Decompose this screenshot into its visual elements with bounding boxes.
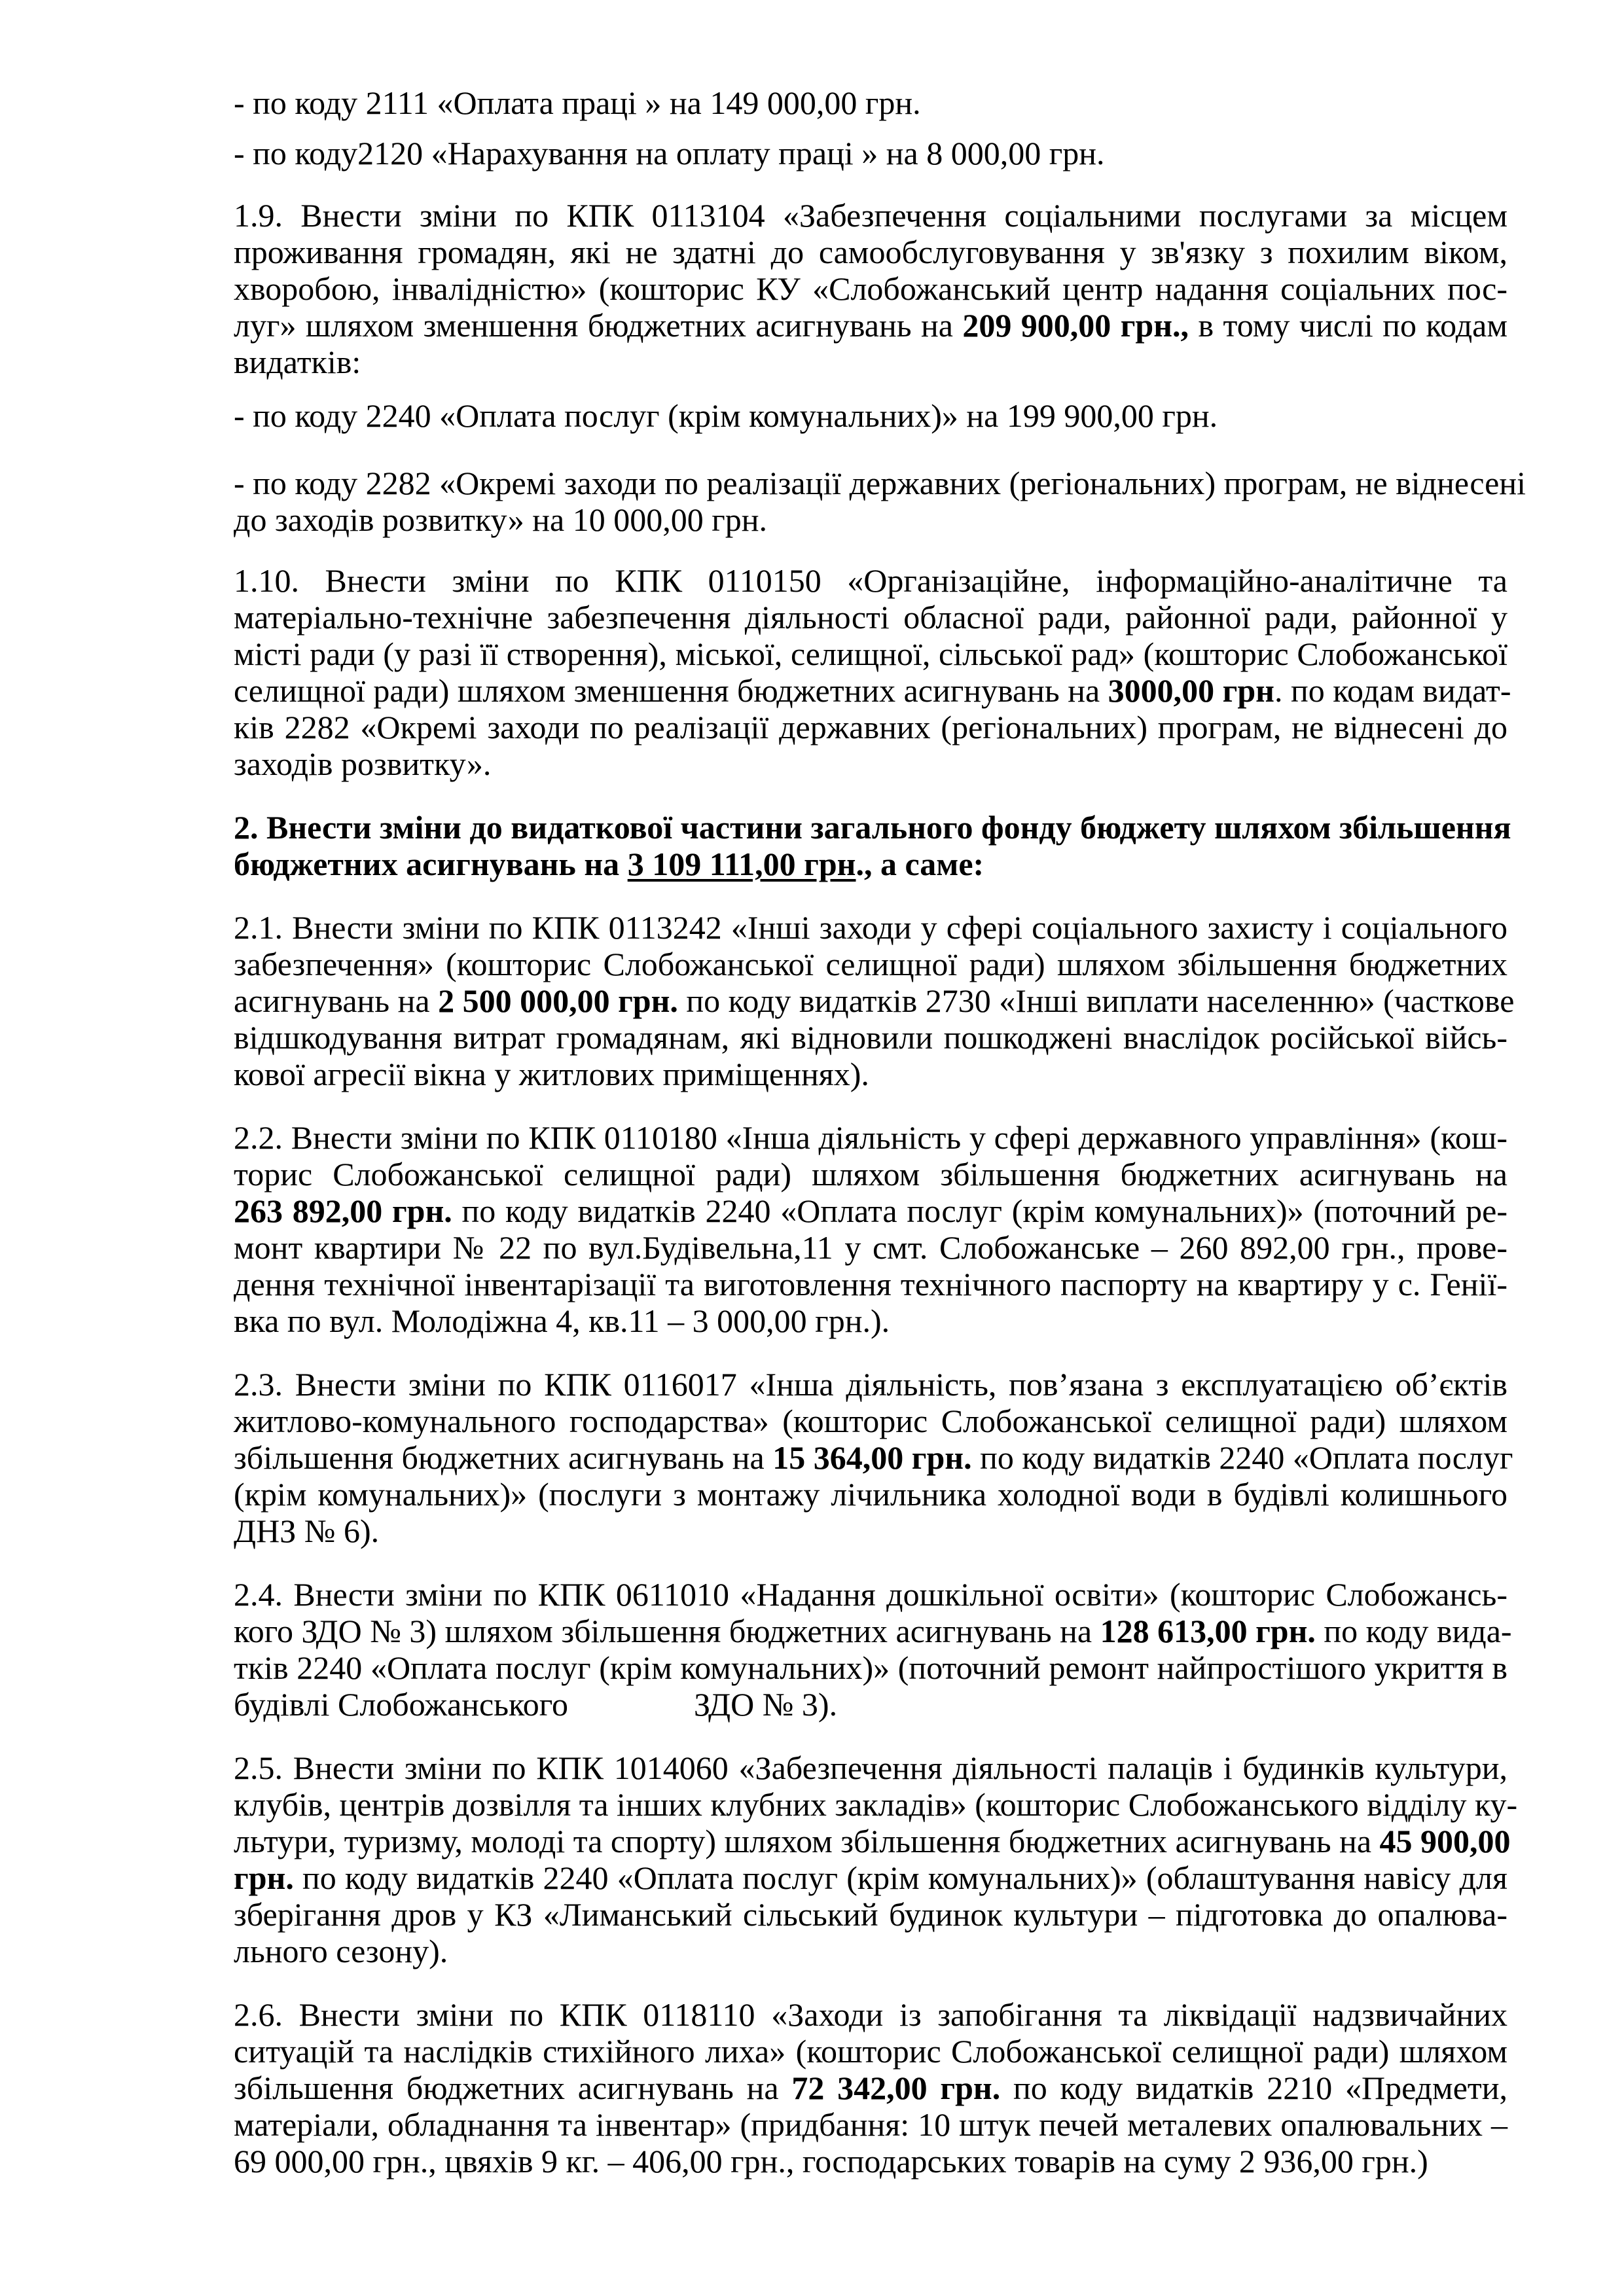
text-segment: . по кодам видат-	[1274, 672, 1511, 709]
text-line	[234, 745, 1507, 782]
bold-amount: 209 900,00 грн.,	[962, 307, 1189, 344]
text-segment: в тому числі по кодам	[1189, 307, 1508, 344]
text-segment: видатків:	[234, 344, 361, 380]
text-line	[234, 1749, 1507, 1786]
text-segment: асигнувань на	[234, 982, 439, 1019]
text-segment: хворобою, інвалідністю» (кошторис КУ «Слобожанський центр надання соціальних пос-	[234, 270, 1507, 307]
bold-amount: 128 613,00 грн.	[1100, 1613, 1316, 1649]
text-line	[234, 1933, 1507, 1969]
text-segment: по коду видатків 2730 «Інші виплати населенню» (часткове	[677, 982, 1515, 1019]
text-line	[234, 1613, 1512, 1649]
bold-amount: 2 500 000,00 грн.	[438, 982, 678, 1019]
text-segment: ситуацій та наслідків стихійного лиха» (кошторис Слобожанської селищної ради) шляхом	[234, 2033, 1507, 2070]
text-line	[234, 982, 1515, 1019]
text-segment: тків 2240 «Оплата послуг (крім комунальних)» (поточний ремонт найпростішого укриття в	[234, 1649, 1507, 1686]
text-segment: проживання громадян, які не здатні до самообслуговування у зв'язку з похилим віком,	[234, 234, 1507, 270]
text-segment: ., а саме:	[856, 846, 984, 882]
bold-amount: грн.	[234, 1859, 294, 1896]
text-line	[234, 1859, 1507, 1896]
text-segment: клубів, центрів дозвілля та інших клубних закладів» (кошторис Слобожанського відділу ку-	[234, 1786, 1518, 1823]
text-line	[234, 465, 1526, 501]
text-segment: монт квартири № 22 по вул.Будівельна,11 у смт. Слобожанське – 260 892,00 грн., прове-	[234, 1229, 1507, 1266]
text-line	[234, 846, 1507, 882]
text-segment: по коду вида-	[1315, 1613, 1512, 1649]
text-segment: (крім комунальних)» (послуги з монтажу лічильника холодної води в будівлі колишнього	[234, 1476, 1507, 1513]
paragraph-code-2111-line	[234, 84, 1507, 121]
text-line	[234, 1266, 1507, 1302]
text-segment: 2.4. Внести зміни по КПК 0611010 «Надання дошкільної освіти» (кошторис Слобожансь-	[234, 1576, 1507, 1613]
text-line	[234, 501, 1507, 538]
text-segment: дення технічної інвентарізації та виготовлення технічного паспорту на квартиру у с. Генії-	[234, 1266, 1507, 1302]
text-line	[234, 1366, 1507, 1403]
text-segment: кової агресії вікна у житлових приміщеннях).	[234, 1056, 869, 1092]
text-line	[234, 1439, 1513, 1476]
paragraph-code-2282-line	[234, 465, 1526, 538]
text-segment: вка по вул. Молодіжна 4, кв.11 – 3 000,00 грн.).	[234, 1302, 890, 1339]
text-segment: ЗДО № 3).	[694, 1686, 838, 1723]
text-line	[234, 397, 1507, 434]
text-segment: житлово-комунального господарства» (кошторис Слобожанської селищної ради) шляхом	[234, 1403, 1507, 1439]
paragraph-section-2-heading	[234, 809, 1511, 882]
text-segment: льтури, туризму, молоді та спорту) шляхом збільшення бюджетних асигнувань на	[234, 1823, 1380, 1859]
text-segment: відшкодування витрат громадянам, які відновили пошкоджені внаслідок російської війсь-	[234, 1019, 1507, 1056]
text-segment: луг» шляхом зменшення бюджетних асигнувань на	[234, 307, 963, 344]
text-segment: 2.2. Внести зміни по КПК 0110180 «Інша діяльність у сфері державного управління» (кош-	[234, 1119, 1507, 1156]
text-segment: збільшення бюджетних асигнувань на	[234, 2070, 792, 2106]
text-line	[234, 1302, 1507, 1339]
text-segment: зберігання дров у КЗ «Лиманський сільський будинок культури – підготовка до опалюва-	[234, 1896, 1507, 1933]
text-segment: ків 2282 «Окремі заходи по реалізації державних (регіональних) програм, не віднесені до	[234, 709, 1507, 745]
text-segment: селищної ради) шляхом зменшення бюджетних асигнувань на	[234, 672, 1108, 709]
text-line	[234, 636, 1507, 672]
text-segment: ДНЗ № 6).	[234, 1513, 380, 1549]
text-line	[234, 1513, 1507, 1549]
text-line	[234, 1823, 1511, 1859]
text-segment: по коду видатків 2240 «Оплата послуг (крім комунальних)» (поточний ре-	[452, 1193, 1507, 1229]
text-line	[234, 1896, 1507, 1933]
text-line	[234, 2106, 1507, 2143]
text-line	[234, 1476, 1507, 1513]
text-segment: - по коду 2240 «Оплата послуг (крім комунальних)» на 199 900,00 грн.	[234, 397, 1218, 434]
text-line	[234, 809, 1511, 846]
text-line	[234, 1056, 1507, 1092]
bold-amount: 15 364,00 грн.	[772, 1439, 972, 1476]
text-line	[234, 1156, 1507, 1193]
text-segment: - по коду 2282 «Окремі заходи по реалізації державних (регіональних) програм, не віднесені	[234, 465, 1526, 501]
underlined-total: 3 109 111,00 грн	[627, 846, 856, 882]
text-line	[234, 84, 1507, 121]
text-segment: 1.10. Внести зміни по КПК 0110150 «Організаційне, інформаційно-аналітичне та	[234, 562, 1507, 599]
text-segment: 2.3. Внести зміни по КПК 0116017 «Інша діяльність, пов’язана з експлуатацією об’єктів	[234, 1366, 1507, 1403]
paragraph-code-2120-line	[234, 135, 1507, 171]
paragraph-item-2-2	[234, 1119, 1507, 1339]
text-line	[234, 270, 1507, 307]
text-line	[234, 562, 1507, 599]
text-line	[234, 1229, 1507, 1266]
text-segment: до заходів розвитку» на 10 000,00 грн.	[234, 501, 767, 538]
paragraph-item-2-3	[234, 1366, 1513, 1549]
text-segment: кого ЗДО № 3) шляхом збільшення бюджетних асигнувань на	[234, 1613, 1100, 1649]
text-line	[234, 1019, 1507, 1056]
text-line	[234, 344, 1507, 380]
text-line	[234, 2143, 1507, 2179]
bold-amount: 263 892,00 грн.	[234, 1193, 452, 1229]
text-segment: 2.1. Внести зміни по КПК 0113242 «Інші заходи у сфері соціального захисту і соціального	[234, 909, 1507, 946]
paragraph-code-2240-line	[234, 397, 1507, 434]
text-segment: місті ради (у разі її створення), міської, селищної, сільської рад» (кошторис Слобожанської	[234, 636, 1507, 672]
text-line	[234, 135, 1507, 171]
text-line	[234, 1576, 1507, 1613]
text-line	[234, 197, 1507, 234]
text-segment: - по коду2120 «Нарахування на оплату праці » на 8 000,00 грн.	[234, 135, 1105, 171]
text-segment: по коду видатків 2240 «Оплата послуг (крім комунальних)» (облаштування навісу для	[293, 1859, 1507, 1896]
text-segment: 69 000,00 грн., цвяхів 9 кг. – 406,00 грн., господарських товарів на суму 2 936,00 грн.)	[234, 2143, 1428, 2179]
text-segment: будівлі Слобожанського	[234, 1686, 569, 1723]
bold-amount: 3000,00 грн	[1108, 672, 1274, 709]
text-segment: збільшення бюджетних асигнувань на	[234, 1439, 773, 1476]
paragraph-item-2-5	[234, 1749, 1518, 1969]
text-segment: матеріально-технічне забезпечення діяльності обласної ради, районної ради, районної у	[234, 599, 1507, 636]
paragraph-item-2-4	[234, 1576, 1512, 1723]
text-segment: 2.5. Внести зміни по КПК 1014060 «Забезпечення діяльності палаців і будинків культури,	[234, 1749, 1507, 1786]
text-line	[234, 307, 1507, 344]
bold-amount: 45 900,00	[1379, 1823, 1511, 1859]
text-line	[234, 946, 1507, 982]
text-segment: матеріали, обладнання та інвентар» (придбання: 10 штук печей металевих опалювальних –	[234, 2106, 1507, 2143]
text-segment: льного сезону).	[234, 1933, 448, 1969]
text-segment: бюджетних асигнувань на	[234, 846, 628, 882]
text-segment: заходів розвитку».	[234, 745, 492, 782]
text-segment: забезпечення» (кошторис Слобожанської селищної ради) шляхом збільшення бюджетних	[234, 946, 1507, 982]
text-segment: 1.9. Внести зміни по КПК 0113104 «Забезпечення соціальними послугами за місцем	[234, 197, 1507, 234]
text-line	[234, 709, 1507, 745]
paragraph-item-1-9	[234, 197, 1507, 380]
text-segment: 2.6. Внести зміни по КПК 0118110 «Заходи із запобігання та ліквідації надзвичайних	[234, 1996, 1507, 2033]
text-segment: торис Слобожанської селищної ради) шляхом збільшення бюджетних асигнувань на	[234, 1156, 1507, 1193]
text-line	[234, 1403, 1507, 1439]
paragraph-item-1-10	[234, 562, 1511, 782]
text-segment: по коду видатків 2240 «Оплата послуг	[971, 1439, 1513, 1476]
text-line	[234, 599, 1507, 636]
text-line	[234, 1649, 1507, 1686]
text-line	[234, 909, 1507, 946]
text-line	[234, 1996, 1507, 2033]
bold-amount: 72 342,00 грн.	[791, 2070, 1001, 2106]
text-line	[234, 1119, 1507, 1156]
text-segment: 2. Внести зміни до видаткової частини загального фонду бюджету шляхом збільшення	[234, 809, 1511, 846]
text-line	[234, 234, 1507, 270]
text-line	[234, 1193, 1507, 1229]
paragraph-item-2-1	[234, 909, 1515, 1092]
text-segment: - по коду 2111 «Оплата праці » на 149 000,00 грн.	[234, 84, 921, 121]
text-line	[234, 672, 1511, 709]
text-line	[234, 1686, 1507, 1723]
text-line	[234, 2033, 1507, 2070]
paragraph-item-2-6	[234, 1996, 1507, 2179]
text-segment: по коду видатків 2210 «Предмети,	[1000, 2070, 1507, 2106]
text-line	[234, 2070, 1507, 2106]
text-line	[234, 1786, 1518, 1823]
